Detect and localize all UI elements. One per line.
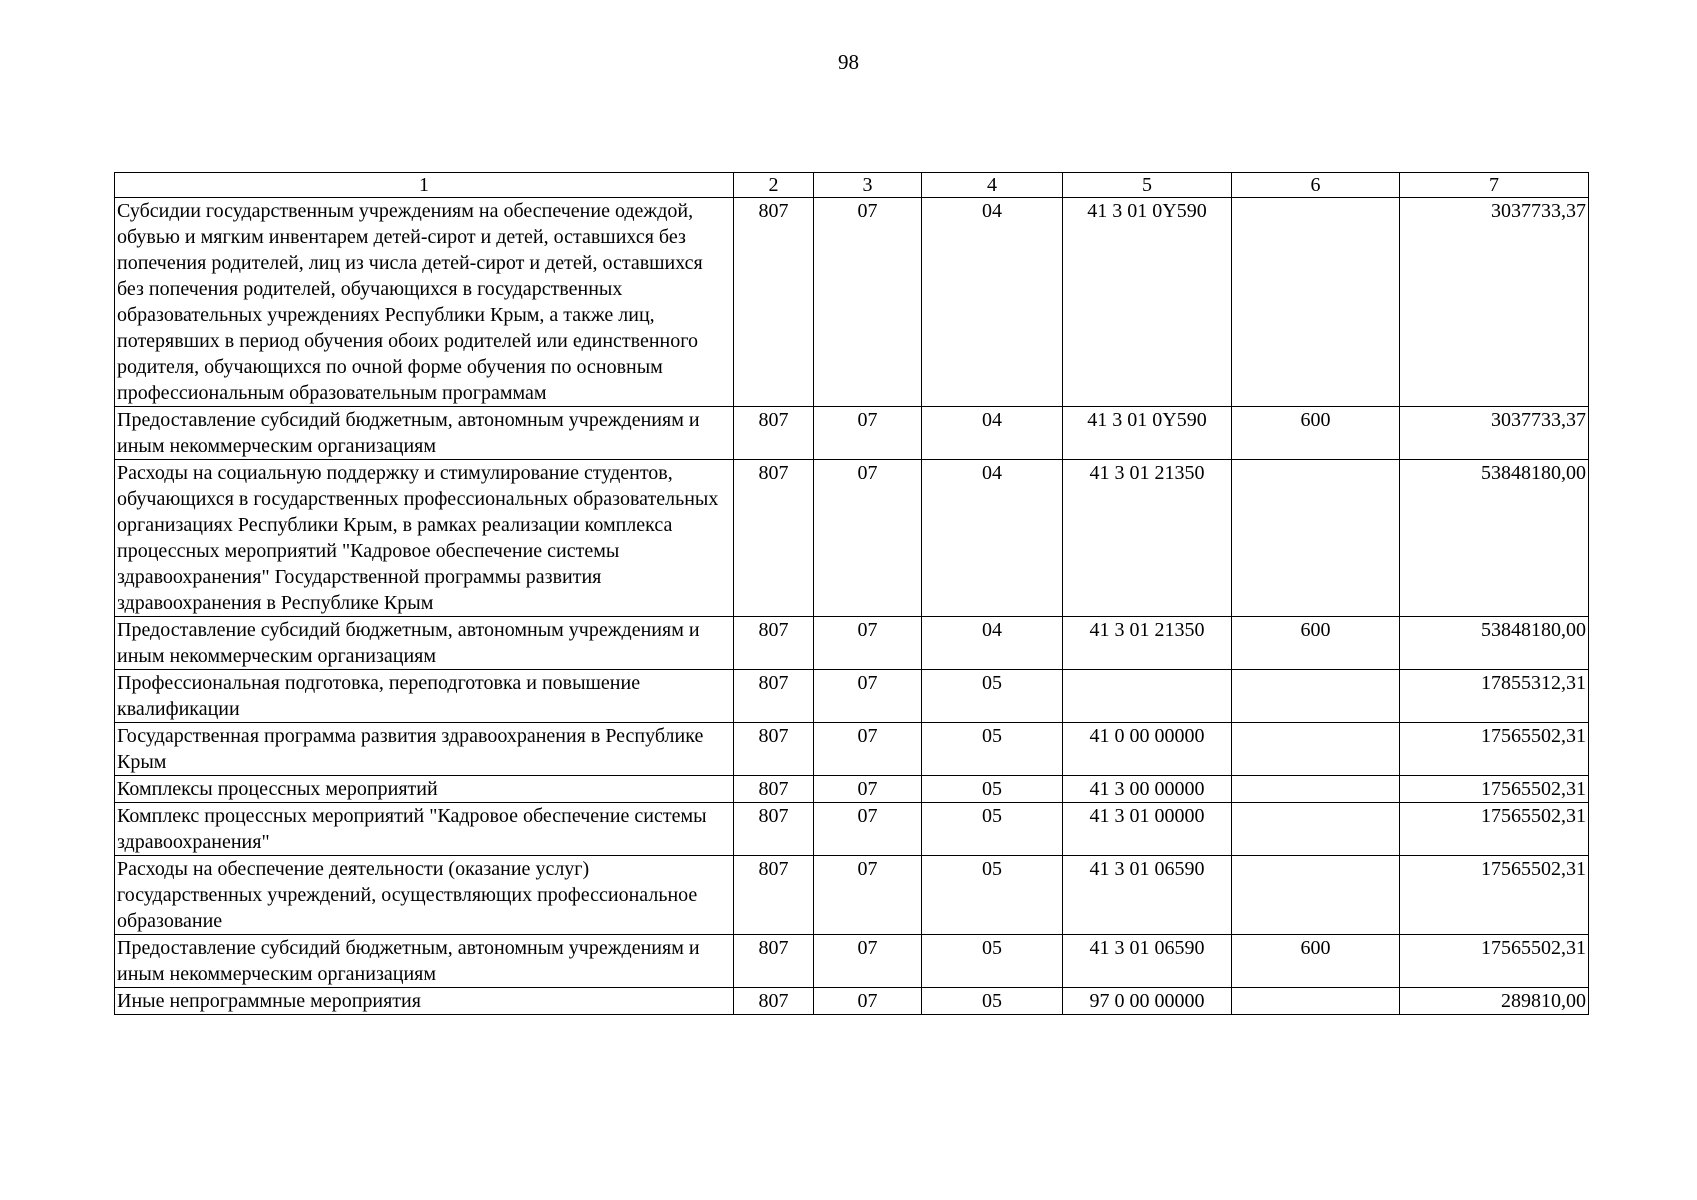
section-code: 07 (814, 803, 922, 856)
row-description: Предоставление субсидий бюджетным, автономным учреждениям и иным некоммерческим организациям (115, 617, 734, 670)
target-article-code: 41 3 01 21350 (1063, 460, 1232, 617)
expense-type-code (1232, 803, 1400, 856)
target-article-code: 41 3 00 00000 (1063, 776, 1232, 803)
section-code: 07 (814, 407, 922, 460)
ministry-code: 807 (734, 198, 814, 407)
expense-type-code (1232, 988, 1400, 1015)
table-row (115, 776, 1589, 803)
table-row (115, 935, 1589, 988)
table-row (115, 670, 1589, 723)
row-description: Профессиональная подготовка, переподготовка и повышение квалификации (115, 670, 734, 723)
row-description: Комплексы процессных мероприятий (115, 776, 734, 803)
target-article-code: 41 3 01 0Y590 (1063, 198, 1232, 407)
row-description: Субсидии государственным учреждениям на обеспечение одеждой, обувью и мягким инвентарем детей-сирот и детей, оставшихся без попечения родителей, лиц из числа детей-сирот и детей, оставшихся без попечения родителей, обучающихся в государственных образовательных учреждениях Республики Крым, а также лиц, потерявших в период обучения обоих родителей или единственного родителя, обучающихся по очной форме обучения по основным профессиональным образовательным программам (115, 198, 734, 407)
row-description: Предоставление субсидий бюджетным, автономным учреждениям и иным некоммерческим организациям (115, 935, 734, 988)
section-code: 07 (814, 935, 922, 988)
section-code: 07 (814, 617, 922, 670)
amount: 289810,00 (1400, 988, 1589, 1015)
table-row (115, 617, 1589, 670)
section-code: 07 (814, 460, 922, 617)
amount: 17565502,31 (1400, 935, 1589, 988)
subsection-code: 05 (922, 803, 1063, 856)
ministry-code: 807 (734, 670, 814, 723)
ministry-code: 807 (734, 776, 814, 803)
table-row (115, 198, 1589, 407)
target-article-code: 97 0 00 00000 (1063, 988, 1232, 1015)
target-article-code: 41 3 01 21350 (1063, 617, 1232, 670)
row-description: Иные непрограммные мероприятия (115, 988, 734, 1015)
subsection-code: 05 (922, 723, 1063, 776)
ministry-code: 807 (734, 723, 814, 776)
section-code: 07 (814, 776, 922, 803)
amount: 3037733,37 (1400, 407, 1589, 460)
ministry-code: 807 (734, 460, 814, 617)
ministry-code: 807 (734, 856, 814, 935)
expense-type-code (1232, 670, 1400, 723)
table-row (115, 803, 1589, 856)
subsection-code: 05 (922, 856, 1063, 935)
expense-type-code (1232, 856, 1400, 935)
column-header: 3 (814, 173, 922, 198)
subsection-code: 05 (922, 670, 1063, 723)
amount: 53848180,00 (1400, 617, 1589, 670)
amount: 17565502,31 (1400, 723, 1589, 776)
subsection-code: 04 (922, 460, 1063, 617)
target-article-code: 41 0 00 00000 (1063, 723, 1232, 776)
target-article-code (1063, 670, 1232, 723)
amount: 17565502,31 (1400, 776, 1589, 803)
section-code: 07 (814, 723, 922, 776)
subsection-code: 05 (922, 776, 1063, 803)
table-row (115, 407, 1589, 460)
column-header: 1 (115, 173, 734, 198)
row-description: Расходы на социальную поддержку и стимулирование студентов, обучающихся в государственных профессиональных образовательных организациях Республики Крым, в рамках реализации комплекса процессных мероприятий "Кадровое обеспечение системы здравоохранения" Государственной программы развития здравоохранения в Республике Крым (115, 460, 734, 617)
expense-type-code (1232, 460, 1400, 617)
section-code: 07 (814, 988, 922, 1015)
column-header: 7 (1400, 173, 1589, 198)
column-header: 4 (922, 173, 1063, 198)
amount: 53848180,00 (1400, 460, 1589, 617)
ministry-code: 807 (734, 935, 814, 988)
column-header: 6 (1232, 173, 1400, 198)
table-row (115, 856, 1589, 935)
subsection-code: 04 (922, 617, 1063, 670)
subsection-code: 04 (922, 407, 1063, 460)
budget-table (114, 172, 1589, 1015)
expense-type-code (1232, 198, 1400, 407)
column-header: 2 (734, 173, 814, 198)
amount: 3037733,37 (1400, 198, 1589, 407)
target-article-code: 41 3 01 06590 (1063, 856, 1232, 935)
table-row (115, 988, 1589, 1015)
row-description: Государственная программа развития здравоохранения в Республике Крым (115, 723, 734, 776)
expense-type-code (1232, 776, 1400, 803)
page-number: 98 (838, 50, 859, 74)
row-description: Предоставление субсидий бюджетным, автономным учреждениям и иным некоммерческим организациям (115, 407, 734, 460)
section-code: 07 (814, 670, 922, 723)
target-article-code: 41 3 01 0Y590 (1063, 407, 1232, 460)
subsection-code: 04 (922, 198, 1063, 407)
table-row (115, 723, 1589, 776)
column-header: 5 (1063, 173, 1232, 198)
expense-type-code (1232, 723, 1400, 776)
ministry-code: 807 (734, 803, 814, 856)
subsection-code: 05 (922, 988, 1063, 1015)
expense-type-code: 600 (1232, 617, 1400, 670)
amount: 17565502,31 (1400, 803, 1589, 856)
row-description: Комплекс процессных мероприятий "Кадровое обеспечение системы здравоохранения" (115, 803, 734, 856)
target-article-code: 41 3 01 06590 (1063, 935, 1232, 988)
ministry-code: 807 (734, 988, 814, 1015)
section-code: 07 (814, 198, 922, 407)
ministry-code: 807 (734, 407, 814, 460)
row-description: Расходы на обеспечение деятельности (оказание услуг) государственных учреждений, осуществляющих профессиональное образование (115, 856, 734, 935)
section-code: 07 (814, 856, 922, 935)
amount: 17565502,31 (1400, 856, 1589, 935)
expense-type-code: 600 (1232, 935, 1400, 988)
amount: 17855312,31 (1400, 670, 1589, 723)
table-row (115, 460, 1589, 617)
ministry-code: 807 (734, 617, 814, 670)
header-row (115, 173, 1589, 198)
target-article-code: 41 3 01 00000 (1063, 803, 1232, 856)
expense-type-code: 600 (1232, 407, 1400, 460)
table-header (115, 173, 1589, 198)
subsection-code: 05 (922, 935, 1063, 988)
